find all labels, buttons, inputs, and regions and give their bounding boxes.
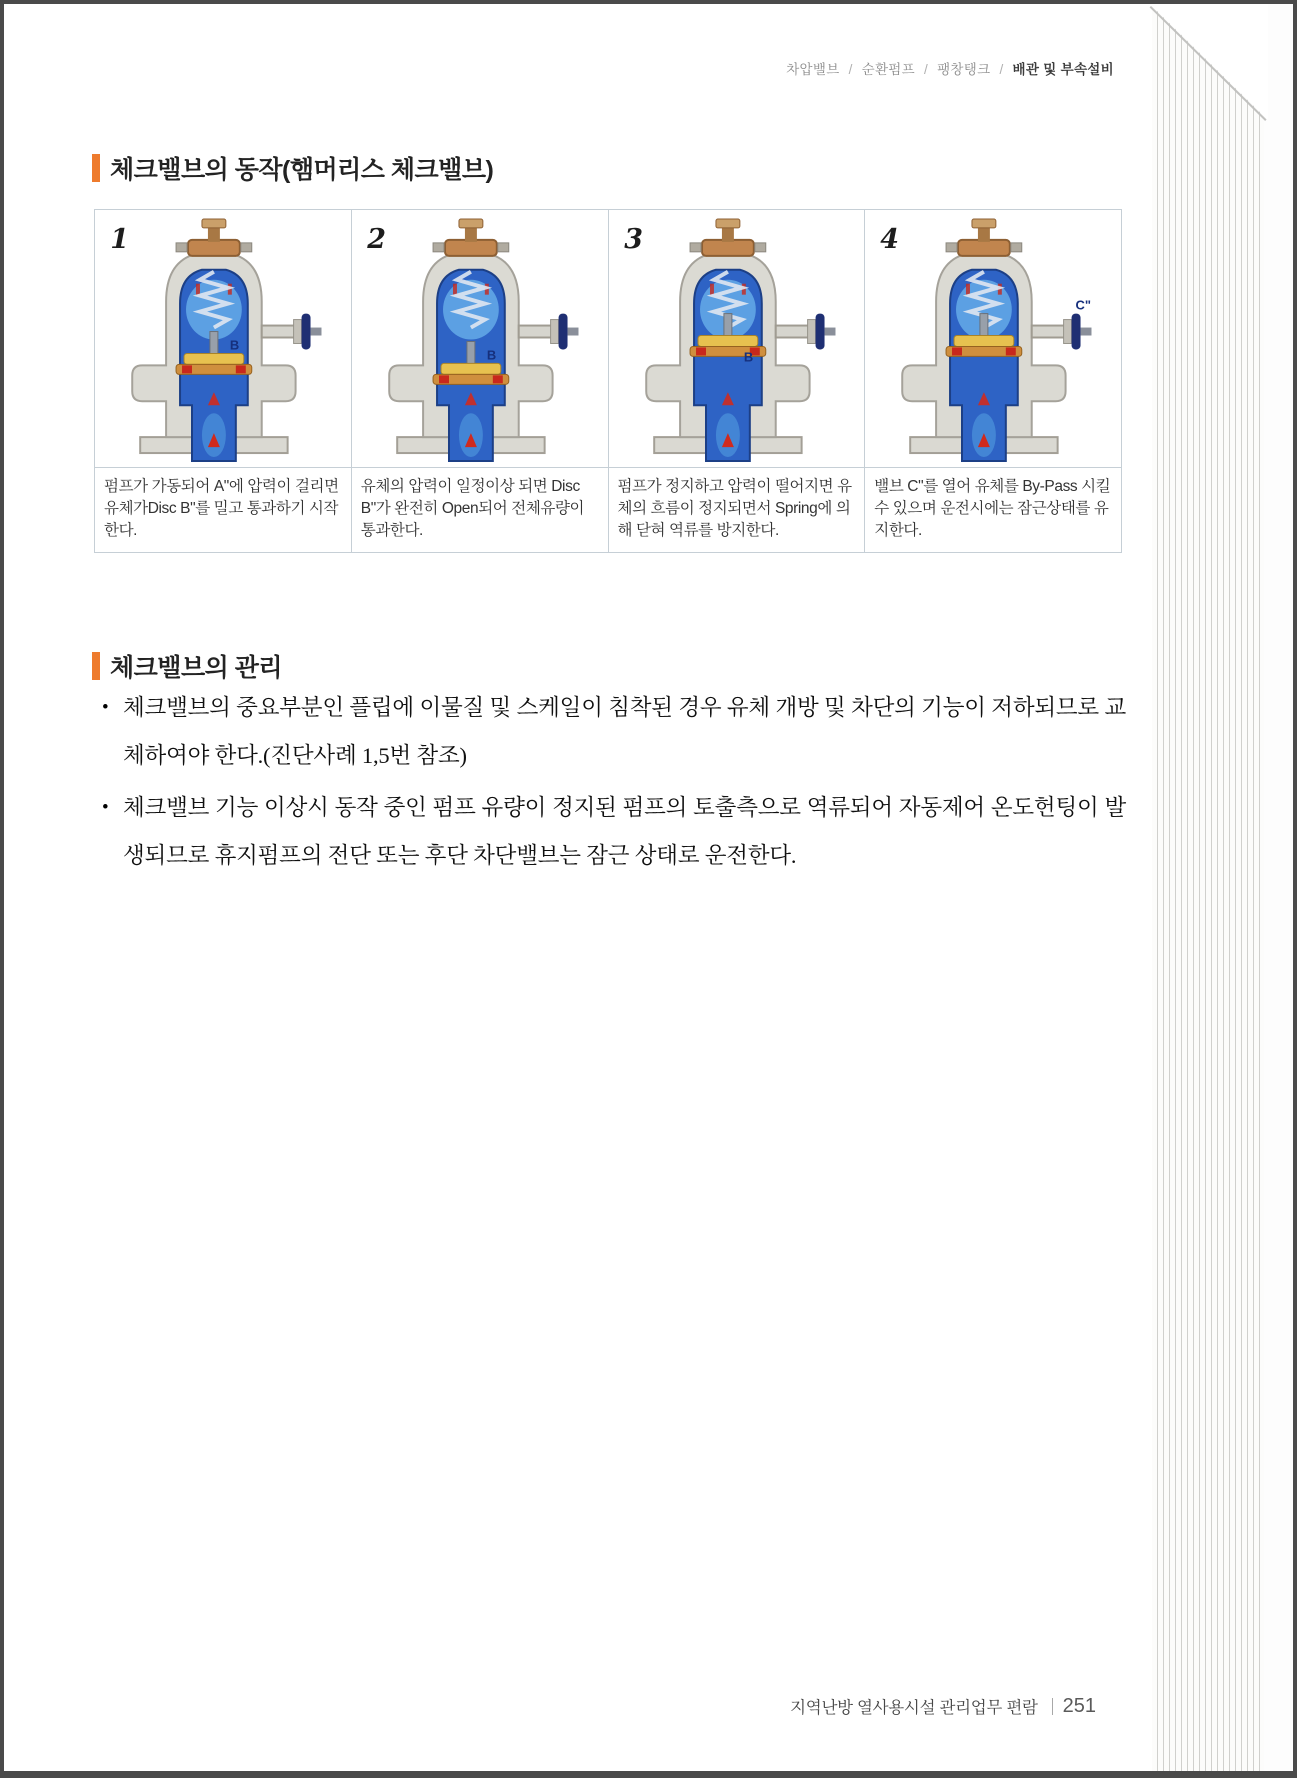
valve-part-label: B [743,349,753,365]
step-number: 2 [367,223,386,255]
valve-step-caption-4: 밸브 C"를 열어 유체를 By-Pass 시킬 수 있으며 운전시에는 잠근상태를 유지한다. [865,468,1122,553]
step-number: 4 [880,223,900,255]
breadcrumb [786,58,1114,78]
check-valve-diagram-step1 [95,210,351,467]
bullet-item [100,784,1126,880]
valve-diagram-cell-1 [95,210,352,468]
valve-diagram-cell-3 [609,210,866,468]
bullet-text: 체크밸브의 중요부분인 플립에 이물질 및 스케일이 침착된 경우 유체 개방 및 차단의 기능이 저하되므로 교체하여야 한다.(진단사례 1,5번 참조) [123,695,1126,768]
orange-title-bar [92,154,100,182]
valve-diagram-cell-4 [865,210,1122,468]
breadcrumb-separator: / [924,62,929,77]
check-valve-diagram-step4 [865,210,1121,467]
section-title-valve-operation [92,150,493,186]
valve-step-caption-3: 펌프가 정지하고 압력이 떨어지면 유체의 흐름이 정지되면서 Spring에 의해 닫혀 역류를 방지한다. [609,468,866,553]
valve-part-label: C" [1075,297,1092,313]
check-valve-diagram-step3 [609,210,865,467]
footer-divider [1052,1698,1053,1715]
bullet-text: 체크밸브 기능 이상시 동작 중인 펌프 유량이 정지된 펌프의 토출측으로 역류되어 자동제어 온도헌팅이 발생되므로 휴지펌프의 전단 또는 후단 차단밸브는 잠근 상태로 운전한다. [123,795,1126,868]
breadcrumb-item: 순환펌프 [861,62,915,77]
bullet-item [100,684,1126,780]
step-number: 1 [110,223,130,255]
valve-part-label: B [486,347,496,363]
breadcrumb-item: 팽창탱크 [937,62,991,77]
check-valve-diagram-step2 [352,210,608,467]
orange-title-bar [92,652,100,680]
page-edge-margin [1264,4,1293,1771]
breadcrumb-separator: / [999,62,1004,77]
breadcrumb-item: 차압밸브 [786,62,840,77]
bullet-marker: • [102,697,109,718]
breadcrumb-current: 배관 및 부속설비 [1012,62,1114,77]
section-heading: 체크밸브의 관리 [110,654,282,682]
book-page-edges [1152,4,1264,1771]
section-title-valve-management [92,648,282,684]
valve-step-caption-1: 펌프가 가동되어 A"에 압력이 걸리면 유체가Disc B"를 밀고 통과하기 시작한다. [95,468,352,553]
valve-operation-table [94,209,1122,553]
footer-page-number: 251 [1062,1694,1096,1717]
breadcrumb-separator: / [848,62,853,77]
valve-step-caption-2: 유체의 압력이 일정이상 되면 Disc B"가 완전히 Open되어 전체유량이 통과한다. [352,468,609,553]
page-footer [790,1694,1096,1718]
step-number: 3 [623,223,643,255]
section-heading: 체크밸브의 동작(햄머리스 체크밸브) [110,156,494,184]
valve-diagram-cell-2 [352,210,609,468]
footer-book-title: 지역난방 열사용시설 관리업무 편람 [790,1699,1038,1717]
management-bullet-list [100,684,1126,884]
valve-part-label: B [229,337,240,353]
bullet-marker: • [102,797,109,818]
